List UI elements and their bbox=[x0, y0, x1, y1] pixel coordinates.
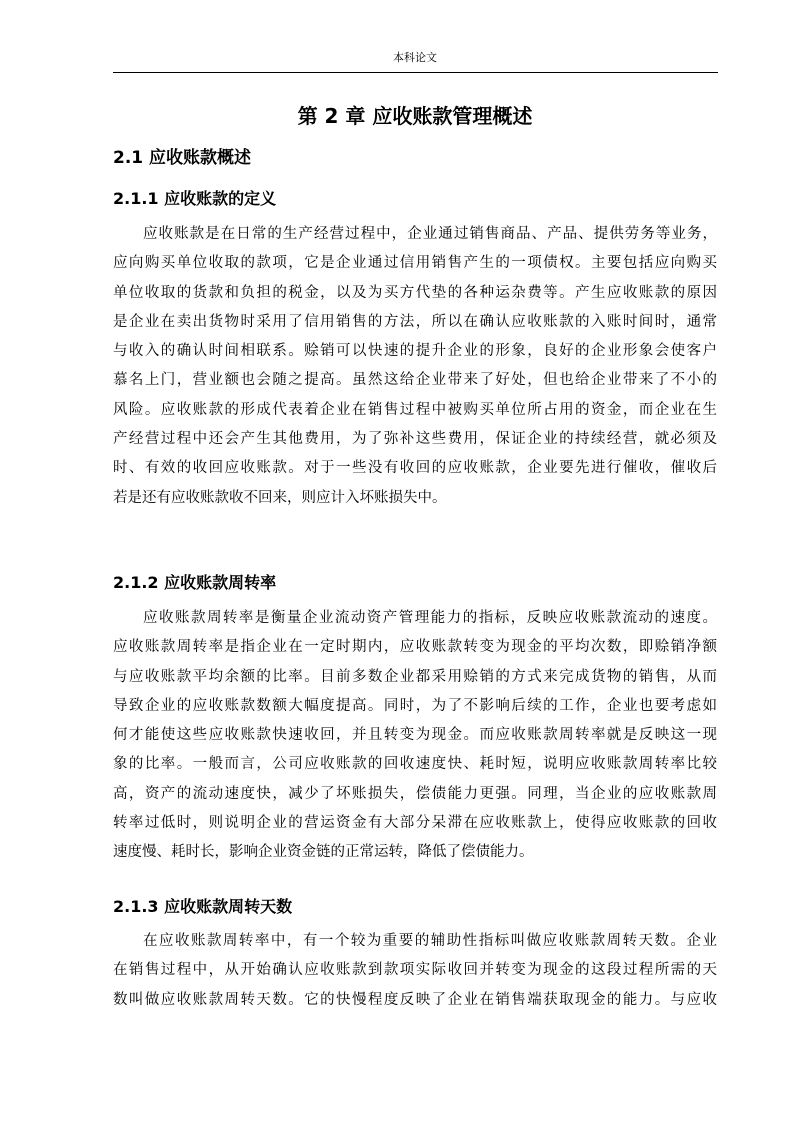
paragraph-line: 时、有效的收回应收账款。对于一些没有收回的应收账款，企业要先进行催收，催收后 bbox=[113, 460, 717, 477]
paragraph-line: 象的比率。一般而言，公司应收账款的回收速度快、耗时短，说明应收账款周转率比较 bbox=[113, 756, 717, 773]
paragraph-line: 数叫做应收账款周转天数。它的快慢程度反映了企业在销售端获取现金的能力。与应收 bbox=[113, 991, 717, 1008]
paragraph-2-1-2 bbox=[113, 604, 717, 868]
paragraph-line: 何才能使这些应收账款快速收回，并且转变为现金。而应收账款周转率就是反映这一现 bbox=[113, 727, 717, 744]
paragraph-line: 在销售过程中，从开始确认应收账款到款项实际收回并转变为现金的这段过程所需的天 bbox=[113, 962, 717, 979]
paragraph-line: 慕名上门，营业额也会随之提高。虽然这给企业带来了好处，但也给企业带来了不小的 bbox=[113, 372, 717, 389]
section-title-2-1: 2.1 应收账款概述 bbox=[113, 148, 252, 168]
paragraph-line: 产经营过程中还会产生其他费用，为了弥补这些费用，保证企业的持续经营，就必须及 bbox=[113, 431, 717, 448]
subsection-title-2-1-2: 2.1.2 应收账款周转率 bbox=[113, 573, 277, 592]
paragraph-line: 若是还有应收账款收不回来，则应计入坏账损失中。 bbox=[113, 489, 447, 506]
paragraph-line: 速度慢、耗时长，影响企业资金链的正常运转，降低了偿债能力。 bbox=[113, 844, 534, 861]
header-divider bbox=[113, 72, 718, 73]
paragraph-2-1-3 bbox=[113, 927, 717, 1015]
paragraph-line: 转率过低时，则说明企业的营运资金有大部分呆滞在应收账款上，使得应收账款的回收 bbox=[113, 815, 717, 832]
running-header: 本科论文 bbox=[393, 51, 437, 64]
paragraph-line: 风险。应收账款的形成代表着企业在销售过程中被购买单位所占用的资金，而企业在生 bbox=[113, 401, 717, 418]
paragraph-line: 应收账款是在日常的生产经营过程中，企业通过销售商品、产品、提供劳务等业务， bbox=[143, 226, 717, 242]
paragraph-line: 是企业在卖出货物时采用了信用销售的方法，所以在确认应收账款的入账时间时，通常 bbox=[113, 313, 717, 330]
paragraph-line: 与应收账款平均余额的比率。目前多数企业都采用赊销的方式来完成货物的销售，从而 bbox=[113, 668, 717, 685]
subsection-title-2-1-3: 2.1.3 应收账款周转天数 bbox=[113, 897, 293, 916]
paragraph-line: 应收账款周转率是衡量企业流动资产管理能力的指标，反映应收账款流动的速度。 bbox=[143, 610, 717, 626]
paragraph-line: 单位收取的货款和负担的税金，以及为买方代垫的各种运杂费等。产生应收账款的原因 bbox=[113, 284, 717, 301]
paragraph-line: 与收入的确认时间相联系。赊销可以快速的提升企业的形象，良好的企业形象会使客户 bbox=[113, 343, 717, 360]
paragraph-line: 应向购买单位收取的款项，它是企业通过信用销售产生的一项债权。主要包括应向购买 bbox=[113, 255, 717, 272]
paragraph-line: 在应收账款周转率中，有一个较为重要的辅助性指标叫做应收账款周转天数。企业 bbox=[143, 933, 717, 949]
paragraph-line: 应收账款周转率是指企业在一定时期内，应收账款转变为现金的平均次数，即赊销净额 bbox=[113, 639, 717, 656]
paragraph-line: 高，资产的流动速度快，减少了坏账损失，偿债能力更强。同理，当企业的应收账款周 bbox=[113, 785, 717, 802]
paragraph-2-1-1 bbox=[113, 220, 717, 513]
chapter-title: 第 2 章 应收账款管理概述 bbox=[297, 104, 533, 128]
paragraph-line: 导致企业的应收账款数额大幅度提高。同时，为了不影响后续的工作，企业也要考虑如 bbox=[113, 697, 717, 714]
subsection-title-2-1-1: 2.1.1 应收账款的定义 bbox=[113, 189, 277, 208]
